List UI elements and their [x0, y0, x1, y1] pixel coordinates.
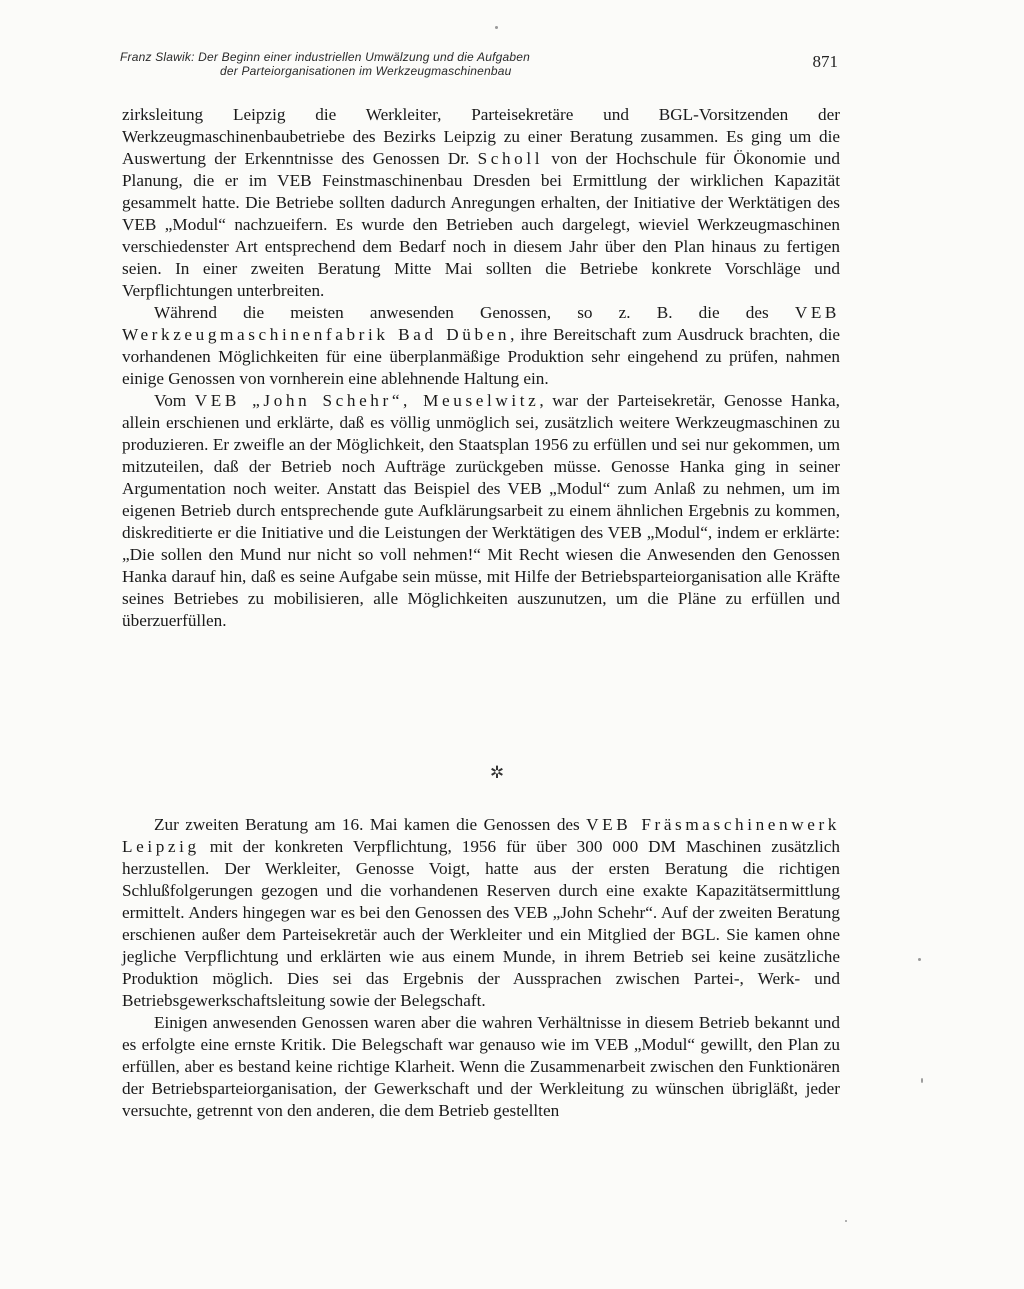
- spaced-name: VEB Fräsmaschinenwerk Leipzig: [122, 815, 840, 856]
- scan-speck: [918, 958, 921, 961]
- text-run: mit der konkreten Verpflichtung, 1956 für über 300 000 DM Maschinen zusätzlich herzustellen. Der Werkleiter, Genosse Voigt, hatte aus der ersten Beratung die richtigen Schlußfolgerungen gezogen und die vorhandenen Reserven durch eine exakte Kapazitätsermittlung ermittelt. Anders hingegen war es bei den Genossen des VEB „John Schehr“. Auf der zweiten Beratung erschienen außer dem Parteisekretär auch der Werkleiter und ein Mitglied der BGL. Sie kamen ohne jegliche Verpflichtung und erklärten wie aus einem Munde, in ihrem Betrieb sei keine zusätzliche Produktion möglich. Dies sei das Ergebnis der Aussprachen zwischen Partei-, Werk- und Betriebsgewerkschaftsleitung sowie der Belegschaft.: [122, 837, 840, 1010]
- scan-speck: [495, 26, 498, 29]
- section-separator: [0, 763, 1024, 783]
- spaced-name: VEB „John Schehr“, Meuselwitz: [194, 391, 540, 410]
- paragraph: [122, 104, 840, 302]
- paragraph: Einigen anwesenden Genossen waren aber die wahren Verhältnisse in diesem Betrieb bekannt und es erfolgte eine ernste Kritik. Die Belegschaft war genauso wie im VEB „Modul“ gewillt, den Plan zu erfüllen, aber es bestand keine richtige Klarheit. Wenn die Zusammenarbeit zwischen den Funktionären der Betriebsparteiorganisation, der Gewerkschaft und der Werkleitung zu wünschen übrigläßt, jeder versuchte, getrennt von den anderen, die dem Betrieb gestellten: [122, 1013, 840, 1120]
- paragraph: [122, 390, 840, 632]
- text-run: zirksleitung Leipzig die Werkleiter, Parteisekretäre und BGL-Vorsitzenden der Werkzeugmaschinenbaubetriebe des Bezirks Leipzig zu einer Beratung zusammen. Es ging um die Auswertung der Erkenntnisse des Genossen Dr.: [122, 105, 840, 168]
- text-run: , war der Parteisekretär, Genosse Hanka, allein erschienen und erklärte, daß es völlig unmöglich sei, zusätzlich weitere Werkzeugmaschinen zu produzieren. Er zweifle an der Möglichkeit, den Staatsplan 1956 zu erfüllen und sei nur gekommen, um mitzuteilen, daß der Betrieb noch Aufträge zurückgeben müsse. Genosse Hanka ging in seiner Argumentation noch weiter. Anstatt das Beispiel des VEB „Modul“ zum Anlaß zu nehmen, um im eigenen Betrieb durch entsprechende gute Aufklärungsarbeit zu einem ähnlichen Ergebnis zu kommen, diskreditierte er die Initiative und die Leistungen der Werktätigen des VEB „Modul“, indem er erklärte: „Die sollen den Mund nur nicht so voll nehmen!“ Mit Recht wiesen die Anwesenden den Genossen Hanka darauf hin, daß es seine Aufgabe sein müsse, mit Hilfe der Betriebsparteiorganisation alle Kräfte seines Betriebes zu mobilisieren, alle Möglichkeiten auszunutzen, um die Pläne zu erfüllen und überzuerfüllen.: [122, 391, 840, 630]
- spaced-name: VEB Werkzeugmaschinenfabrik Bad Düben: [122, 303, 840, 344]
- text-run: Vom: [154, 391, 195, 410]
- paragraph: [122, 302, 840, 390]
- paragraph: [122, 814, 840, 1012]
- running-head-line-1: Franz Slawik: Der Beginn einer industriellen Umwälzung und die Aufgaben: [120, 50, 530, 64]
- running-head: [120, 50, 680, 78]
- text-run: von der Hochschule für Ökonomie und Planung, die er im VEB Feinstmaschinenbau Dresden bei Ermittlung der wirklichen Kapazität gesammelt hatte. Die Betriebe sollten dadurch Anregungen erhalten, der Initiative der Werktätigen des VEB „Modul“ nachzueifern. Es wurde den Betrieben auch dargelegt, wieviel Werkzeugmaschinen verschiedenster Art entsprechend dem Bedarf noch in diesem Jahr über den Plan hinaus zu fertigen seien. In einer zweiten Beratung Mitte Mai sollten die Betriebe konkrete Vorschläge und Verpflichtungen unterbreiten.: [122, 149, 840, 300]
- body-text-section-1: [122, 104, 840, 632]
- running-head-line-2: der Parteiorganisationen im Werkzeugmaschinenbau: [220, 64, 512, 78]
- page-number: 871: [812, 52, 838, 71]
- scan-speck: [921, 1078, 923, 1083]
- body-text-section-2: [122, 814, 840, 1122]
- text-run: , ihre Bereitschaft zum Ausdruck brachten, die vorhandenen Möglichkeiten für eine überplanmäßige Produktion sehr eingehend zu prüfen, nahmen einige Genossen von vornherein eine ablehnende Haltung ein.: [122, 325, 841, 388]
- text-run: Zur zweiten Beratung am 16. Mai kamen die Genossen des: [154, 815, 587, 834]
- scan-speck: [845, 1220, 847, 1222]
- spaced-name: Scholl: [477, 149, 544, 168]
- text-run: Während die meisten anwesenden Genossen, so z. B. die des: [154, 303, 795, 322]
- asterism-icon: ✲: [489, 763, 505, 782]
